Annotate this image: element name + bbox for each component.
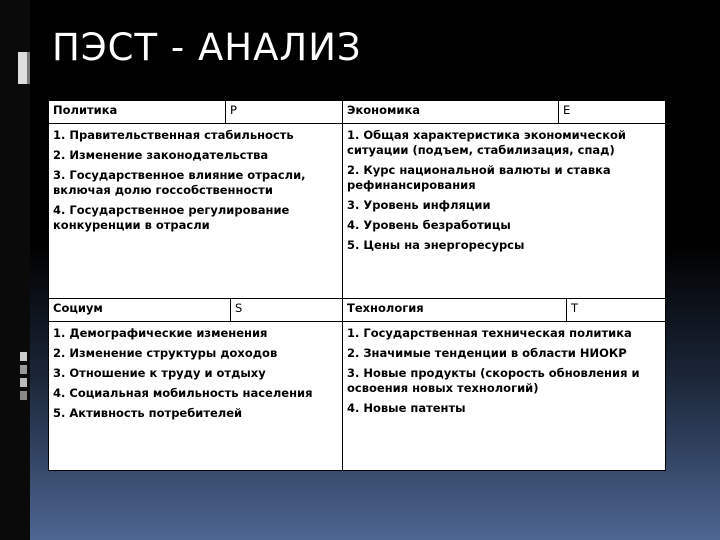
header-technology-label: Технология xyxy=(343,299,567,321)
economy-items xyxy=(343,124,665,253)
society-items xyxy=(49,322,342,421)
factor-item: 3. Новые продукты (скорость обновления и освоения новых технологий) xyxy=(347,366,640,395)
accent-bar-bottom-1 xyxy=(20,352,27,361)
header-society-letter: S xyxy=(235,301,243,315)
factor-item: 3. Государственное влияние отрасли, включая долю госсобственности xyxy=(53,168,306,197)
factor-item: 1. Государственная техническая политика xyxy=(347,326,632,340)
pest-analysis-table xyxy=(48,100,666,471)
factor-item: 5. Активность потребителей xyxy=(53,406,243,420)
politics-items-cell xyxy=(49,124,343,299)
content-row-top xyxy=(49,124,666,299)
economy-items-cell xyxy=(343,124,666,299)
content-row-bottom xyxy=(49,322,666,471)
accent-bar-top-small xyxy=(27,52,30,84)
technology-items xyxy=(343,322,665,416)
header-politics-letter: P xyxy=(230,103,237,117)
factor-item: 1. Демографические изменения xyxy=(53,326,268,340)
factor-item: 4. Социальная мобильность населения xyxy=(53,386,313,400)
header-row-top xyxy=(49,101,666,124)
header-economy-label: Экономика xyxy=(343,101,559,123)
society-items-cell xyxy=(49,322,343,471)
factor-item: 1. Общая характеристика экономической ситуации (подъем, стабилизация, спад) xyxy=(347,128,626,157)
factor-item: 3. Уровень инфляции xyxy=(347,198,491,212)
factor-item: 2. Значимые тенденции в области НИОКР xyxy=(347,346,627,360)
politics-items xyxy=(49,124,342,233)
header-economy xyxy=(343,101,666,124)
factor-item: 2. Изменение структуры доходов xyxy=(53,346,278,360)
header-technology xyxy=(343,299,666,322)
technology-items-cell xyxy=(343,322,666,471)
header-politics-label: Политика xyxy=(49,101,226,123)
accent-bar-bottom-2 xyxy=(20,365,27,374)
header-row-bottom xyxy=(49,299,666,322)
factor-item: 4. Новые патенты xyxy=(347,401,466,415)
factor-item: 4. Уровень безработицы xyxy=(347,218,511,232)
factor-item: 5. Цены на энергоресурсы xyxy=(347,238,525,252)
slide-title: ПЭСТ - АНАЛИЗ xyxy=(52,26,362,69)
accent-bar-top-large xyxy=(18,52,27,84)
header-economy-letter: E xyxy=(563,103,571,117)
header-society-label: Социум xyxy=(49,299,231,321)
factor-item: 2. Изменение законодательства xyxy=(53,148,269,162)
factor-item: 3. Отношение к труду и отдыху xyxy=(53,366,266,380)
header-society xyxy=(49,299,343,322)
accent-bar-bottom-3 xyxy=(20,378,27,387)
accent-bar-bottom-4 xyxy=(20,391,27,400)
factor-item: 1. Правительственная стабильность xyxy=(53,128,294,142)
factor-item: 4. Государственное регулирование конкуренции в отрасли xyxy=(53,203,290,232)
header-technology-letter: T xyxy=(571,301,579,315)
header-politics xyxy=(49,101,343,124)
factor-item: 2. Курс национальной валюты и ставка рефинансирования xyxy=(347,163,611,192)
